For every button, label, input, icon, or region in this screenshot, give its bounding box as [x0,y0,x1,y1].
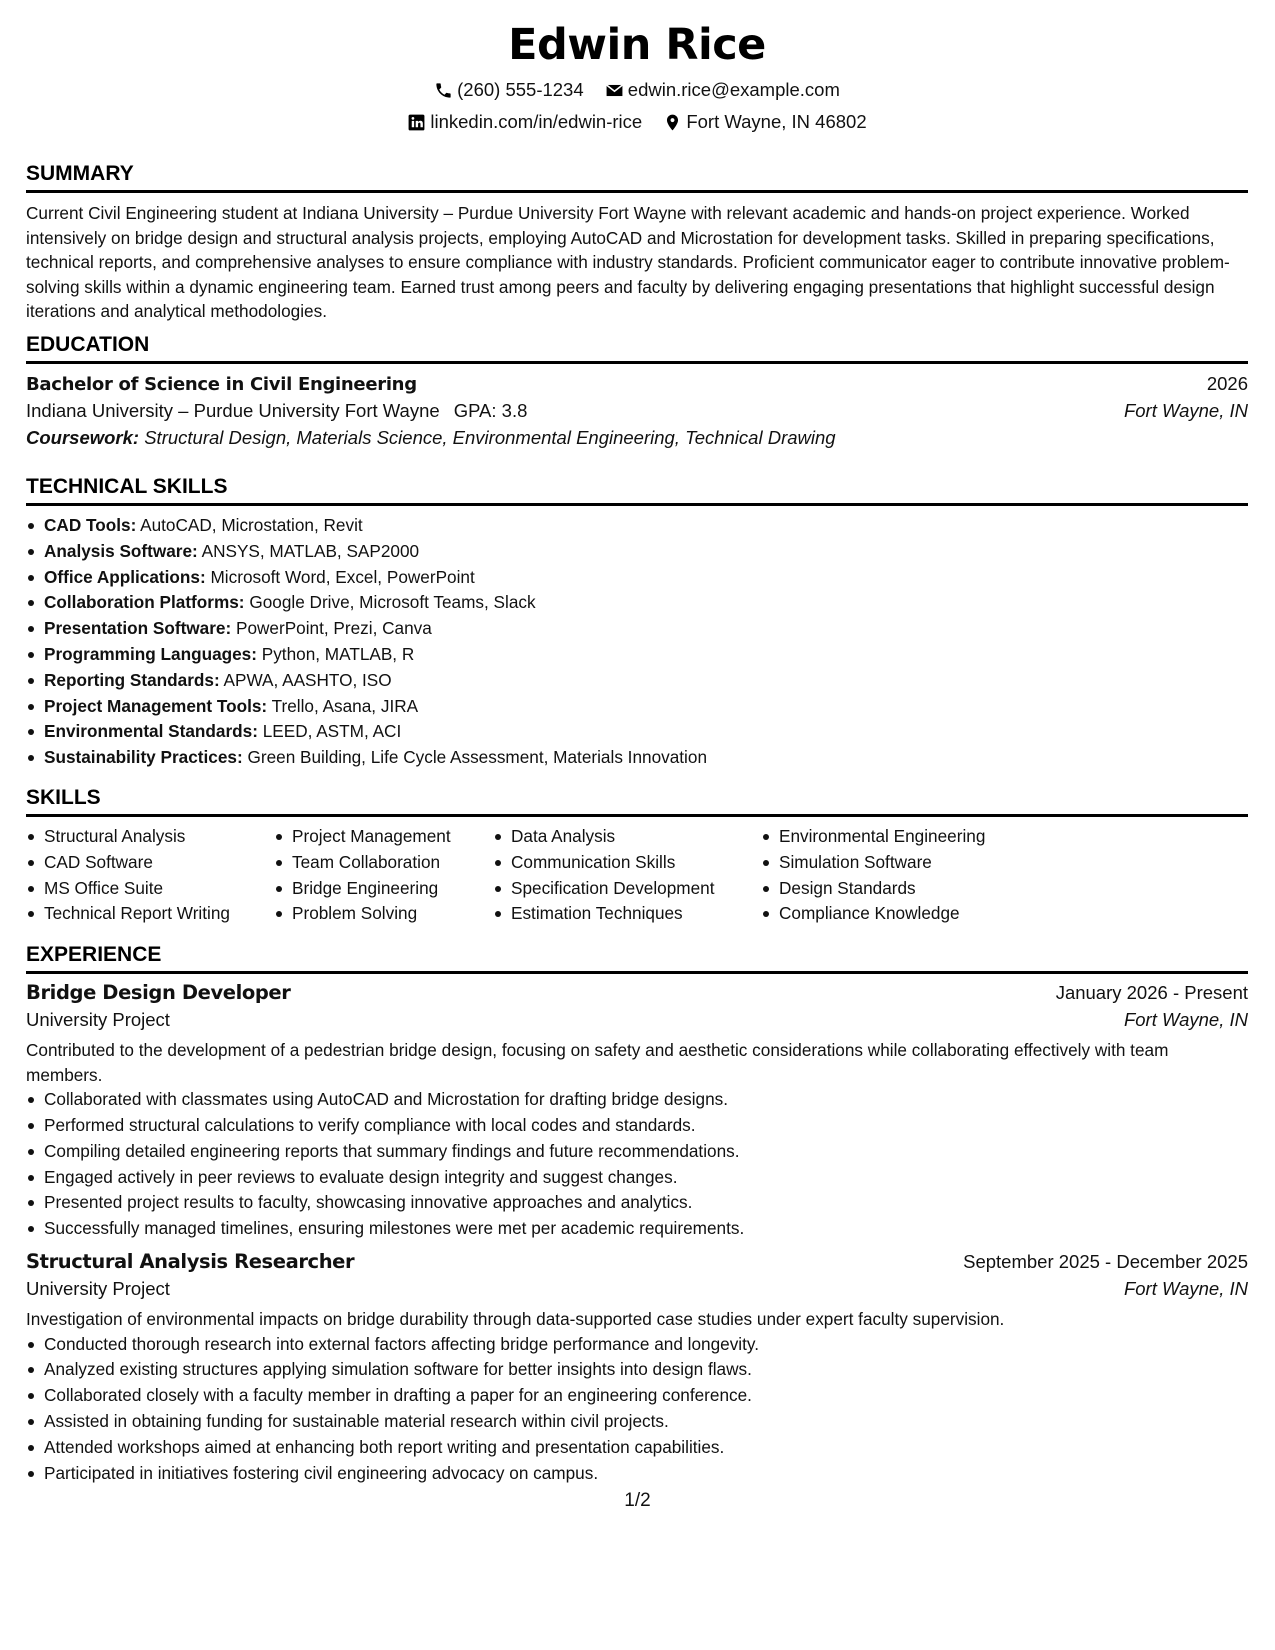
phone-text: (260) 555-1234 [457,79,584,100]
list-item: Presented project results to faculty, showcasing innovative approaches and analytics. [26,1190,1248,1216]
skills-column-2 [274,824,493,927]
graduation-year: 2026 [1206,373,1248,394]
education-section [26,331,1248,449]
envelope-icon [605,81,624,100]
list-item: Bridge Engineering [274,876,493,902]
list-item: Structural Analysis [26,824,274,850]
job-title: Bridge Design Developer [26,981,291,1004]
list-item: Office Applications: Microsoft Word, Excel, PowerPoint [26,565,1248,591]
summary-text: Current Civil Engineering student at Indiana University – Purdue University Fort Wayne with relevant academic and hands-on project experience. Worked intensively on bridge design and structural analysis projects, employing AutoCAD and Microstation for development tasks. Skilled in preparing specifications, technical reports, and comprehensive analyses to ensure compliance with industry standards. Proficient communicator eager to contribute innovative problem-solving skills within a dynamic engineering team. Earned trust among peers and faculty by delivering engaging presentations that highlight successful design iterations and analytical methodologies. [26,203,1230,322]
degree-row [26,373,1248,395]
skills-section [26,784,1248,927]
technical-skills-list [26,513,1248,771]
experience-section [26,941,1248,1486]
phone-icon [434,81,453,100]
list-item: Reporting Standards: APWA, AASHTO, ISO [26,668,1248,694]
list-item: Compiling detailed engineering reports that summary findings and future recommendations. [26,1139,1248,1165]
summary-heading: SUMMARY [26,160,1248,193]
job-org-row [26,1278,1248,1300]
list-item: Compliance Knowledge [761,901,1021,927]
skills-heading: SKILLS [26,784,1248,817]
coursework-label: Coursework: [26,427,140,448]
skills-column-1 [26,824,274,927]
gpa: GPA: 3.8 [453,400,528,421]
coursework-list: Structural Design, Materials Science, Environmental Engineering, Technical Drawing [144,427,836,448]
linkedin-text: linkedin.com/in/edwin-rice [430,111,643,132]
list-item: Environmental Standards: LEED, ASTM, ACI [26,719,1248,745]
list-item: Attended workshops aimed at enhancing both report writing and presentation capabilities. [26,1435,1248,1461]
list-item: Team Collaboration [274,850,493,876]
contact-row-secondary [26,111,1248,137]
skills-column-4 [761,824,1021,927]
list-item: Conducted thorough research into external factors affecting bridge performance and longevity. [26,1332,1248,1358]
job-org-row [26,1009,1248,1031]
list-item: Project Management [274,824,493,850]
job-bullets [26,1087,1248,1242]
job-organization: University Project [26,1277,170,1299]
contact-row-primary [26,79,1248,105]
list-item: Presentation Software: PowerPoint, Prezi, Canva [26,616,1248,642]
list-item: Estimation Techniques [493,901,761,927]
list-item: Analyzed existing structures applying simulation software for better insights into design flaws. [26,1357,1248,1383]
list-item: Assisted in obtaining funding for sustainable material research within civil projects. [26,1409,1248,1435]
list-item: Design Standards [761,876,1021,902]
list-item: Project Management Tools: Trello, Asana, JIRA [26,694,1248,720]
school-line [26,400,527,422]
list-item: Specification Development [493,876,761,902]
job-dates: January 2026 - Present [1055,982,1248,1003]
job-location: Fort Wayne, IN [1123,1277,1248,1299]
job-bullets [26,1332,1248,1487]
list-item: CAD Software [26,850,274,876]
map-pin-icon [663,113,682,132]
job-dates: September 2025 - December 2025 [963,1250,1248,1272]
linkedin-icon [407,113,426,132]
coursework-line [26,427,1248,449]
list-item: CAD Tools: AutoCAD, Microstation, Revit [26,513,1248,539]
technical-skills-heading: TECHNICAL SKILLS [26,473,1248,506]
experience-heading: EXPERIENCE [26,941,1248,974]
list-item: Environmental Engineering [761,824,1021,850]
list-item: Collaboration Platforms: Google Drive, Microsoft Teams, Slack [26,590,1248,616]
school-location: Fort Wayne, IN [1123,400,1248,421]
school-name: Indiana University – Purdue University Fort Wayne [26,400,440,421]
list-item: MS Office Suite [26,876,274,902]
job-location: Fort Wayne, IN [1123,1009,1248,1030]
email-contact[interactable] [605,79,840,101]
list-item: Analysis Software: ANSYS, MATLAB, SAP2000 [26,539,1248,565]
list-item: Simulation Software [761,850,1021,876]
location-contact [663,111,866,133]
job-title-row [26,981,1248,1004]
list-item: Collaborated closely with a faculty member in drafting a paper for an engineering conference. [26,1383,1248,1409]
job-entry [26,1250,1248,1486]
list-item: Data Analysis [493,824,761,850]
list-item: Participated in initiatives fostering civil engineering advocacy on campus. [26,1461,1248,1487]
email-text: edwin.rice@example.com [627,79,840,100]
list-item: Sustainability Practices: Green Building, Life Cycle Assessment, Materials Innovation [26,745,1248,771]
skills-column-3 [493,824,761,927]
location-text: Fort Wayne, IN 46802 [686,111,867,132]
degree-title: Bachelor of Science in Civil Engineering [26,374,417,395]
candidate-name: Edwin Rice [508,20,766,70]
list-item: Engaged actively in peer reviews to evaluate design integrity and suggest changes. [26,1165,1248,1191]
job-organization: University Project [26,1009,170,1030]
phone-contact [434,79,584,101]
job-description: Investigation of environmental impacts on bridge durability through data-supported case studies under expert faculty supervision. [26,1308,1005,1329]
linkedin-contact[interactable] [407,111,642,133]
technical-skills-section [26,473,1248,771]
list-item: Communication Skills [493,850,761,876]
list-item: Technical Report Writing [26,901,274,927]
list-item: Successfully managed timelines, ensuring milestones were met per academic requirements. [26,1216,1248,1242]
education-heading: EDUCATION [26,331,1248,364]
list-item: Performed structural calculations to verify compliance with local codes and standards. [26,1113,1248,1139]
job-title-row [26,1250,1248,1273]
skills-grid [26,824,1248,927]
school-row [26,400,1248,422]
summary-section [26,160,1248,324]
job-title: Structural Analysis Researcher [26,1249,355,1273]
page-number: 1/2 [624,1490,651,1511]
job-entry [26,981,1248,1242]
job-description: Contributed to the development of a pedestrian bridge design, focusing on safety and aesthetic considerations while collaborating effectively with team members. [26,1040,1169,1085]
list-item: Collaborated with classmates using AutoCAD and Microstation for drafting bridge designs. [26,1087,1248,1113]
list-item: Programming Languages: Python, MATLAB, R [26,642,1248,668]
list-item: Problem Solving [274,901,493,927]
